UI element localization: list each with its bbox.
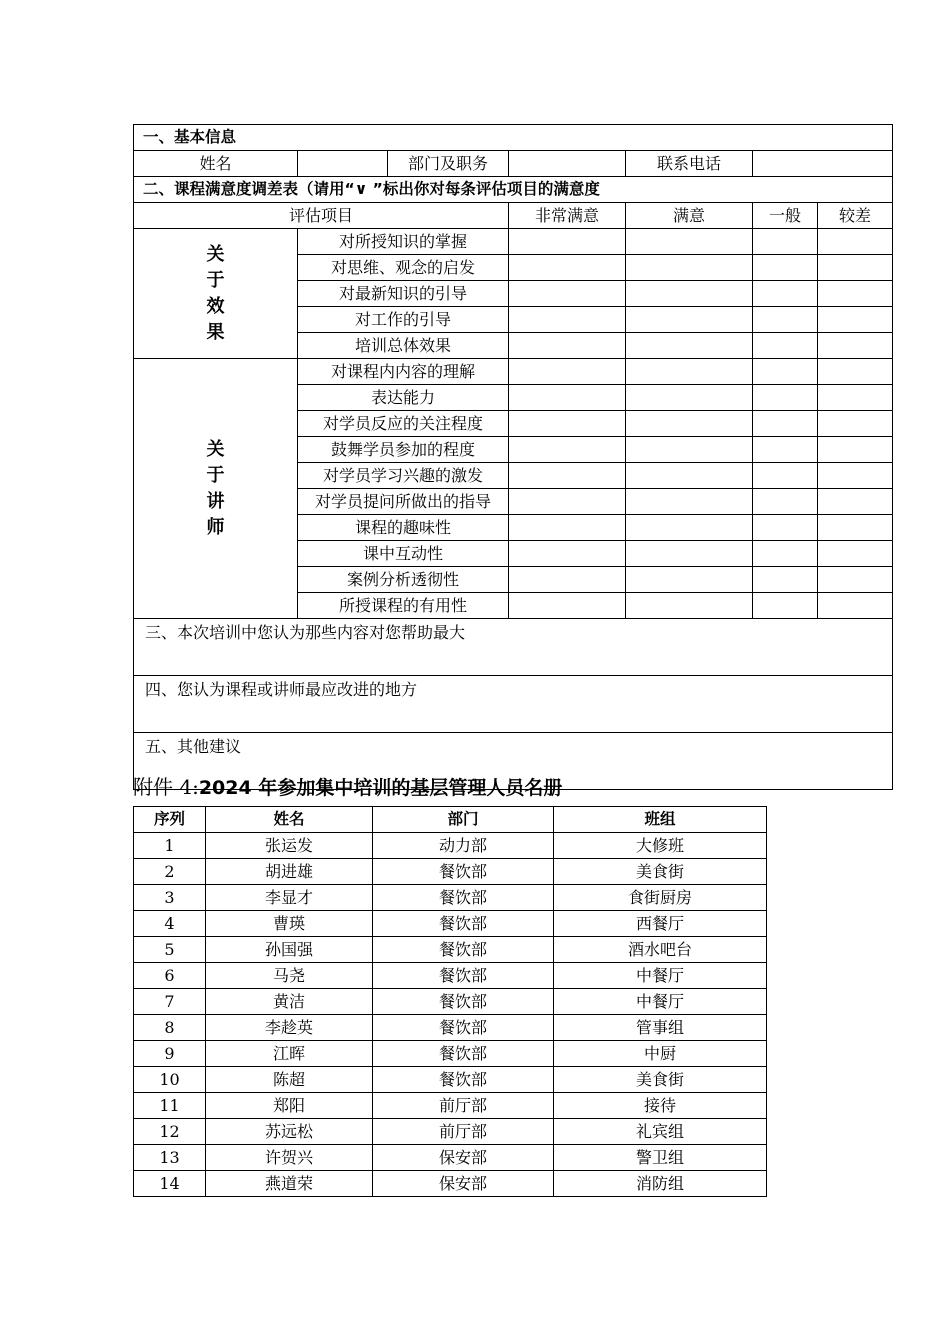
roster-cell-name: 李趁英 [206, 1015, 373, 1041]
rating-cell-poor[interactable] [818, 333, 893, 359]
group-label-char: 关 [206, 438, 225, 460]
table-row [134, 963, 767, 989]
roster-cell-name: 燕道荣 [206, 1171, 373, 1197]
name-label: 姓名 [134, 151, 298, 177]
rating-item-label: 课中互动性 [298, 541, 509, 567]
table-row [134, 1145, 767, 1171]
roster-cell-name: 马尧 [206, 963, 373, 989]
rating-cell-poor[interactable] [818, 385, 893, 411]
rating-cell-satisfied[interactable] [626, 437, 753, 463]
rating-item-label: 对课程内内容的理解 [298, 359, 509, 385]
satisfaction-heading: 二、课程满意度调差表（请用“∨ ”标出你对每条评估项目的满意度 [134, 177, 893, 203]
group-label-char: 于 [206, 464, 225, 486]
rating-item-label: 对最新知识的引导 [298, 281, 509, 307]
annex-prefix: 附件 4: [133, 775, 199, 799]
rating-item-label: 所授课程的有用性 [298, 593, 509, 619]
roster-cell-team: 西餐厅 [554, 911, 767, 937]
roster-header-row [134, 807, 767, 833]
table-row [134, 1171, 767, 1197]
roster-cell-index: 10 [134, 1067, 206, 1093]
roster-cell-dept: 餐饮部 [373, 937, 554, 963]
rating-cell-poor[interactable] [818, 515, 893, 541]
roster-cell-team: 警卫组 [554, 1145, 767, 1171]
roster-cell-team: 中厨 [554, 1041, 767, 1067]
rating-cell-poor[interactable] [818, 489, 893, 515]
roster-cell-name: 黄洁 [206, 989, 373, 1015]
rating-cell-satisfied[interactable] [626, 489, 753, 515]
basic-info-heading: 一、基本信息 [134, 125, 893, 151]
rating-cell-satisfied[interactable] [626, 593, 753, 619]
roster-cell-name: 李显才 [206, 885, 373, 911]
rating-cell-very-satisfied[interactable] [509, 515, 626, 541]
rating-cell-poor[interactable] [818, 541, 893, 567]
rating-cell-poor[interactable] [818, 593, 893, 619]
roster-cell-name: 曹瑛 [206, 911, 373, 937]
rating-cell-poor[interactable] [818, 567, 893, 593]
rating-cell-average[interactable] [753, 515, 818, 541]
rating-cell-poor[interactable] [818, 255, 893, 281]
roster-cell-index: 5 [134, 937, 206, 963]
roster-cell-name: 陈超 [206, 1067, 373, 1093]
rating-cell-satisfied[interactable] [626, 411, 753, 437]
roster-cell-team: 酒水吧台 [554, 937, 767, 963]
roster-cell-index: 14 [134, 1171, 206, 1197]
roster-cell-name: 胡进雄 [206, 859, 373, 885]
rating-item-label: 鼓舞学员参加的程度 [298, 437, 509, 463]
roster-cell-team: 中餐厅 [554, 963, 767, 989]
rating-item-label: 对学员学习兴趣的激发 [298, 463, 509, 489]
roster-cell-dept: 前厅部 [373, 1093, 554, 1119]
group-label-char: 关 [206, 243, 225, 265]
roster-cell-index: 4 [134, 911, 206, 937]
rating-cell-satisfied[interactable] [626, 307, 753, 333]
rating-item-label: 对思维、观念的启发 [298, 255, 509, 281]
rating-item-label: 对学员反应的关注程度 [298, 411, 509, 437]
rating-cell-satisfied[interactable] [626, 359, 753, 385]
rating-cell-average[interactable] [753, 411, 818, 437]
phone-field[interactable] [753, 151, 893, 177]
roster-header-name: 姓名 [206, 807, 373, 833]
rating-cell-satisfied[interactable] [626, 541, 753, 567]
roster-cell-team: 消防组 [554, 1171, 767, 1197]
rating-cell-average[interactable] [753, 307, 818, 333]
roster-header-dept: 部门 [373, 807, 554, 833]
rating-cell-very-satisfied[interactable] [509, 281, 626, 307]
rating-item-label: 对工作的引导 [298, 307, 509, 333]
roster-cell-dept: 前厅部 [373, 1119, 554, 1145]
group-label-char: 于 [206, 269, 225, 291]
rating-item-label: 培训总体效果 [298, 333, 509, 359]
name-field[interactable] [298, 151, 388, 177]
table-row [134, 1119, 767, 1145]
table-row [134, 1041, 767, 1067]
roster-cell-name: 苏远松 [206, 1119, 373, 1145]
rating-cell-poor[interactable] [818, 437, 893, 463]
group-label [134, 229, 298, 359]
roster-cell-team: 中餐厅 [554, 989, 767, 1015]
roster-cell-index: 1 [134, 833, 206, 859]
rating-cell-average[interactable] [753, 489, 818, 515]
roster-cell-dept: 餐饮部 [373, 859, 554, 885]
col-header-poor: 较差 [818, 203, 893, 229]
rating-cell-very-satisfied[interactable] [509, 229, 626, 255]
rating-cell-very-satisfied[interactable] [509, 359, 626, 385]
phone-label: 联系电话 [626, 151, 753, 177]
col-header-average: 一般 [753, 203, 818, 229]
roster-cell-dept: 餐饮部 [373, 963, 554, 989]
rating-cell-average[interactable] [753, 359, 818, 385]
roster-cell-index: 8 [134, 1015, 206, 1041]
roster-cell-dept: 餐饮部 [373, 911, 554, 937]
roster-cell-dept: 餐饮部 [373, 1067, 554, 1093]
rating-row [134, 359, 893, 385]
rating-cell-very-satisfied[interactable] [509, 385, 626, 411]
rating-cell-poor[interactable] [818, 281, 893, 307]
rating-cell-satisfied[interactable] [626, 333, 753, 359]
roster-cell-team: 美食街 [554, 859, 767, 885]
q5-other-suggestions[interactable]: 五、其他建议 [134, 733, 893, 790]
roster-cell-index: 12 [134, 1119, 206, 1145]
rating-cell-very-satisfied[interactable] [509, 307, 626, 333]
roster-cell-name: 江晖 [206, 1041, 373, 1067]
rating-item-label: 案例分析透彻性 [298, 567, 509, 593]
roster-cell-dept: 保安部 [373, 1145, 554, 1171]
roster-cell-name: 许贺兴 [206, 1145, 373, 1171]
group-label-char: 果 [206, 321, 225, 343]
table-row [134, 859, 767, 885]
table-row [134, 911, 767, 937]
rating-cell-average[interactable] [753, 333, 818, 359]
roster-cell-dept: 餐饮部 [373, 1041, 554, 1067]
rating-cell-poor[interactable] [818, 307, 893, 333]
dept-label: 部门及职务 [388, 151, 509, 177]
rating-cell-average[interactable] [753, 229, 818, 255]
rating-cell-poor[interactable] [818, 229, 893, 255]
rating-cell-average[interactable] [753, 281, 818, 307]
rating-cell-very-satisfied[interactable] [509, 489, 626, 515]
roster-cell-team: 大修班 [554, 833, 767, 859]
roster-header-index: 序列 [134, 807, 206, 833]
dept-field[interactable] [509, 151, 626, 177]
rating-cell-very-satisfied[interactable] [509, 437, 626, 463]
rating-cell-very-satisfied[interactable] [509, 255, 626, 281]
rating-cell-satisfied[interactable] [626, 463, 753, 489]
rating-cell-very-satisfied[interactable] [509, 333, 626, 359]
roster-cell-dept: 餐饮部 [373, 885, 554, 911]
rating-cell-satisfied[interactable] [626, 255, 753, 281]
rating-cell-poor[interactable] [818, 463, 893, 489]
roster-cell-index: 13 [134, 1145, 206, 1171]
rating-cell-satisfied[interactable] [626, 385, 753, 411]
col-header-item: 评估项目 [134, 203, 509, 229]
rating-cell-very-satisfied[interactable] [509, 541, 626, 567]
rating-cell-average[interactable] [753, 593, 818, 619]
roster-cell-dept: 动力部 [373, 833, 554, 859]
rating-cell-average[interactable] [753, 567, 818, 593]
roster-cell-index: 9 [134, 1041, 206, 1067]
rating-cell-average[interactable] [753, 463, 818, 489]
col-header-very-satisfied: 非常满意 [509, 203, 626, 229]
rating-cell-very-satisfied[interactable] [509, 411, 626, 437]
roster-cell-dept: 餐饮部 [373, 1015, 554, 1041]
col-header-satisfied: 满意 [626, 203, 753, 229]
roster-cell-team: 食街厨房 [554, 885, 767, 911]
roster-cell-team: 管事组 [554, 1015, 767, 1041]
q3-most-helpful[interactable]: 三、本次培训中您认为那些内容对您帮助最大 [134, 619, 893, 676]
annex-title-text: 2024 年参加集中培训的基层管理人员名册 [198, 777, 563, 799]
training-feedback-form [133, 124, 893, 790]
rating-item-label: 对学员提问所做出的指导 [298, 489, 509, 515]
annex-title [133, 771, 562, 800]
table-row [134, 885, 767, 911]
rating-cell-average[interactable] [753, 255, 818, 281]
rating-item-label: 课程的趣味性 [298, 515, 509, 541]
rating-row [134, 229, 893, 255]
rating-cell-satisfied[interactable] [626, 515, 753, 541]
table-row [134, 989, 767, 1015]
table-row [134, 1067, 767, 1093]
rating-cell-average[interactable] [753, 541, 818, 567]
roster-cell-team: 接待 [554, 1093, 767, 1119]
rating-item-label: 对所授知识的掌握 [298, 229, 509, 255]
rating-cell-poor[interactable] [818, 411, 893, 437]
table-row [134, 833, 767, 859]
rating-cell-average[interactable] [753, 437, 818, 463]
roster-cell-team: 美食街 [554, 1067, 767, 1093]
rating-cell-satisfied[interactable] [626, 281, 753, 307]
rating-item-label: 表达能力 [298, 385, 509, 411]
roster-cell-dept: 餐饮部 [373, 989, 554, 1015]
trainee-roster-table [133, 806, 767, 1197]
rating-cell-very-satisfied[interactable] [509, 593, 626, 619]
roster-cell-index: 6 [134, 963, 206, 989]
roster-cell-index: 3 [134, 885, 206, 911]
roster-cell-index: 7 [134, 989, 206, 1015]
rating-cell-satisfied[interactable] [626, 567, 753, 593]
group-label-char: 效 [206, 295, 225, 317]
roster-cell-name: 孙国强 [206, 937, 373, 963]
rating-cell-satisfied[interactable] [626, 229, 753, 255]
roster-cell-index: 2 [134, 859, 206, 885]
roster-cell-team: 礼宾组 [554, 1119, 767, 1145]
rating-cell-very-satisfied[interactable] [509, 463, 626, 489]
group-label [134, 359, 298, 619]
table-row [134, 1093, 767, 1119]
rating-cell-very-satisfied[interactable] [509, 567, 626, 593]
roster-cell-dept: 保安部 [373, 1171, 554, 1197]
rating-cell-poor[interactable] [818, 359, 893, 385]
roster-header-team: 班组 [554, 807, 767, 833]
table-row [134, 937, 767, 963]
rating-cell-average[interactable] [753, 385, 818, 411]
roster-cell-index: 11 [134, 1093, 206, 1119]
q4-improvements[interactable]: 四、您认为课程或讲师最应改进的地方 [134, 676, 893, 733]
roster-cell-name: 张运发 [206, 833, 373, 859]
group-label-char: 师 [206, 516, 225, 538]
table-row [134, 1015, 767, 1041]
roster-cell-name: 郑阳 [206, 1093, 373, 1119]
group-label-char: 讲 [206, 490, 225, 512]
